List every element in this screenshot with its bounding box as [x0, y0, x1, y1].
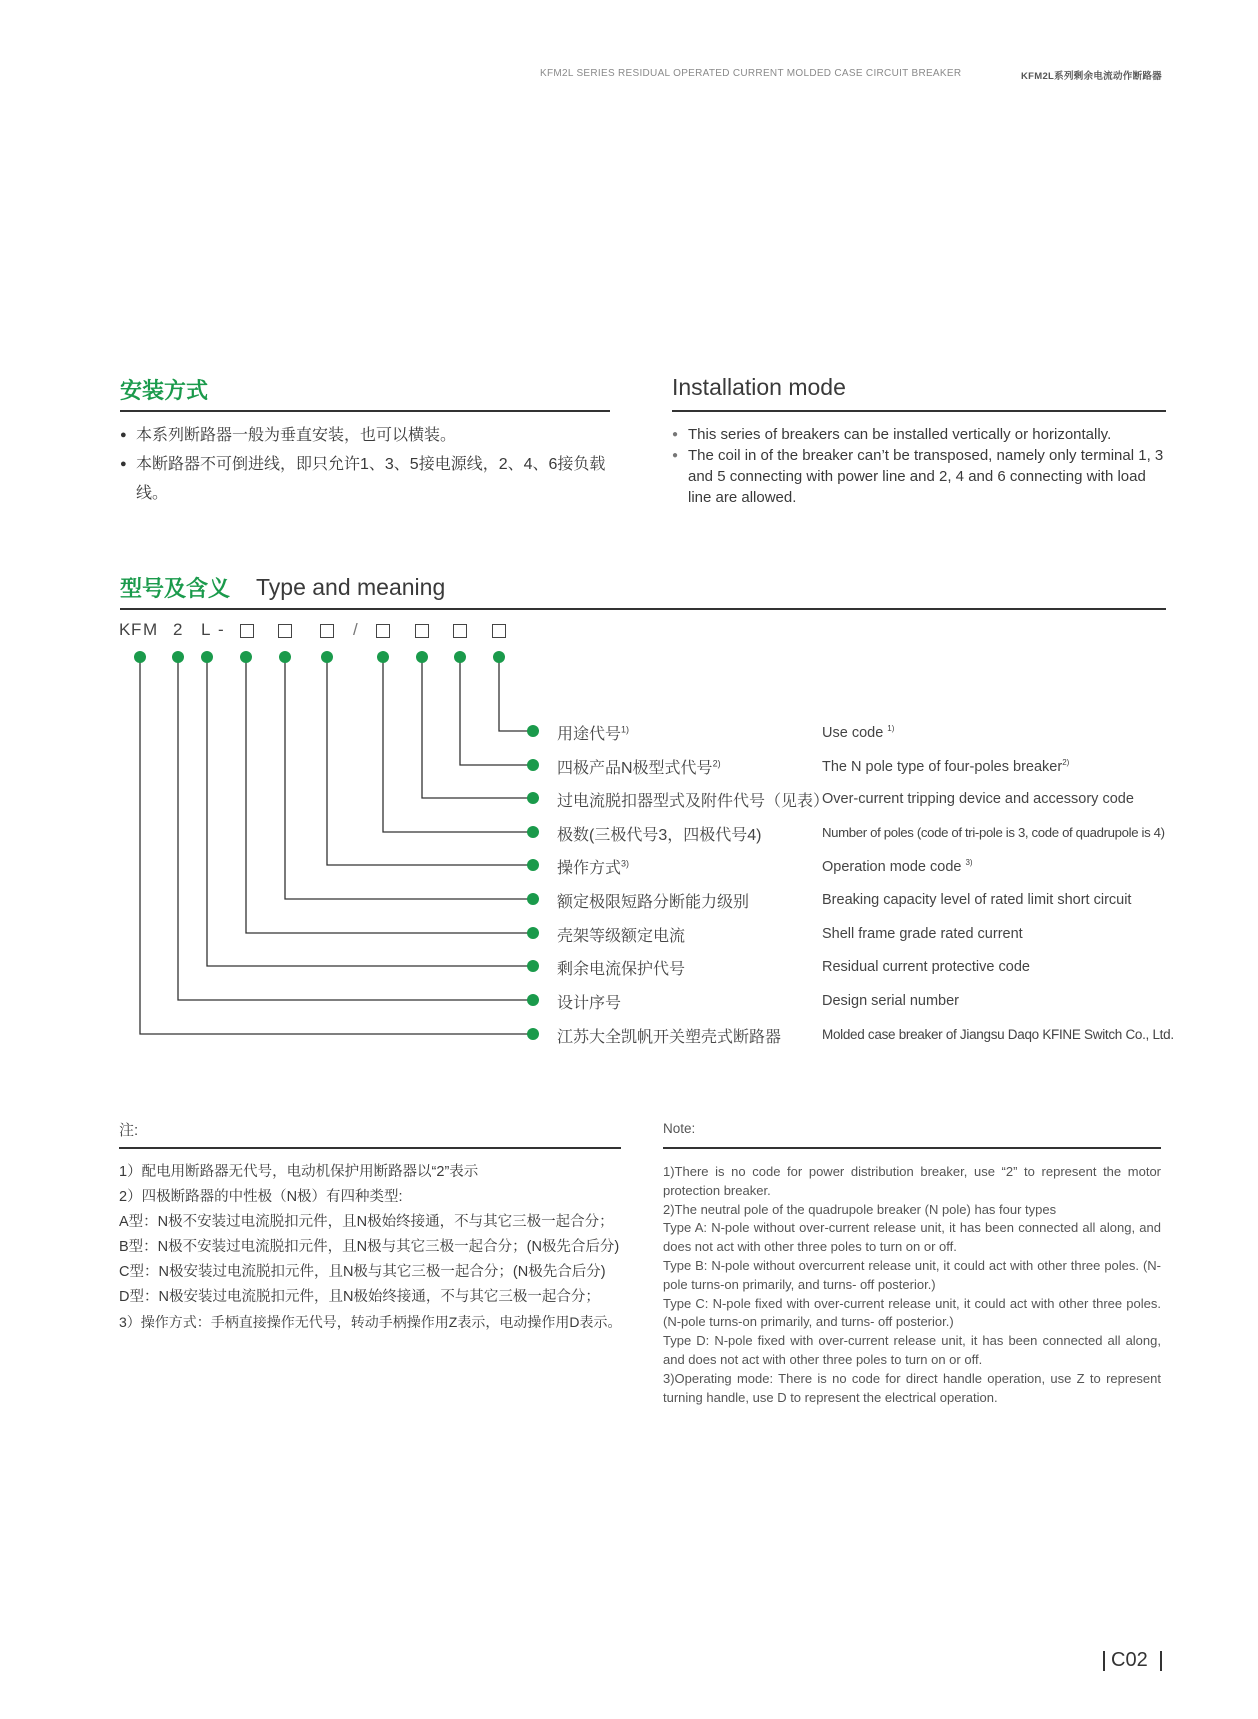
meaning-cn-sup: 1) [621, 724, 630, 735]
notes-title-en: Note: [663, 1121, 696, 1136]
meaning-en-text: Operation mode code [822, 858, 962, 875]
connector-line-breaking-capacity [285, 657, 533, 899]
meaning-cn-shell-frame: 壳架等级额定电流 [557, 928, 686, 945]
meaning-en-operation-mode [822, 858, 973, 875]
meaning-cn-text: 用途代号 [557, 726, 622, 743]
page-number-bar-left [1103, 1651, 1105, 1671]
code-char-dash: - [218, 620, 224, 639]
meaning-en-design-serial: Design serial number [822, 993, 960, 1009]
connector-line-manufacturer [140, 657, 533, 1034]
note-en-2: 2)The neutral pole of the quadrupole breaker (N pole) has four types [663, 1201, 1057, 1217]
code-char-m: M [143, 620, 158, 639]
meaning-cn-use-code [557, 721, 629, 744]
connector-line-use-code [499, 657, 533, 731]
meaning-en-sup: 1) [887, 724, 895, 733]
meaning-cn-sup: 3) [621, 858, 630, 869]
end-dot-6 [527, 893, 539, 905]
code-char-l: L [201, 620, 211, 639]
top-dot-3 [201, 651, 213, 663]
top-dot-6 [321, 651, 333, 663]
meaning-en-sup: 2) [1062, 758, 1070, 767]
note-cn-4: B型：N极不安装过电流脱扣元件，且N极与其它三极一起合分；(N极先合后分) [119, 1239, 620, 1255]
top-dot-5 [279, 651, 291, 663]
meaning-en-text: The N pole type of four-poles breaker [822, 758, 1063, 775]
meaning-en-shell-frame: Shell frame grade rated current [822, 926, 1023, 942]
top-dot-9 [454, 651, 466, 663]
code-char-f: F [131, 620, 142, 639]
note-cn-2: 2）四极断路器的中性极（N极）有四种类型: [119, 1189, 403, 1205]
meaning-cn-sup: 2) [712, 758, 721, 769]
meaning-cn-n-pole-type [557, 755, 721, 778]
end-dot-8 [527, 960, 539, 972]
notes-title-cn: 注: [119, 1122, 139, 1139]
meaning-en-text: Use code [822, 724, 884, 741]
meaning-en-use-code [822, 724, 894, 741]
meaning-cn-text: 操作方式 [557, 860, 622, 877]
meaning-cn-text: 四极产品N极型式代号 [557, 760, 713, 777]
header-series-cn: KFM2L系列剩余电流动作断路器 [1021, 71, 1162, 82]
end-dot-7 [527, 927, 539, 939]
note-en-5: Type C: N-pole fixed with over-current release unit, it could act with other three poles.(N-pole turns-on primarily, and turns- off posterior.) [663, 1295, 1161, 1330]
top-dot-4 [240, 651, 252, 663]
note-cn-6: D型：N极安装过电流脱扣元件，且N极始终接通，不与其它三极一起合分； [119, 1289, 600, 1305]
page-number-bar-right [1160, 1651, 1162, 1671]
type-meaning-title-cn: 型号及含义 [120, 576, 231, 601]
notes-list-cn [119, 1160, 639, 1335]
note-en-1: 1)There is no code for power distribution breaker, use “2” to represent the motor protection breaker. [663, 1164, 1161, 1198]
meaning-cn-residual-current: 剩余电流保护代号 [557, 961, 686, 978]
end-dot-3 [527, 792, 539, 804]
connector-line-design-serial [178, 657, 533, 1000]
code-char-2: 2 [173, 620, 183, 639]
installation-bullet-en-2: ● The coil in of the breaker can’t be transposed, namely only terminal 1, 3 and 5 connecting with power line and 2, 4 and 6 connecting with load line are allowed. [672, 445, 1166, 508]
installation-bullet-en-1: ● This series of breakers can be installed vertically or horizontally. [672, 424, 1166, 445]
end-dot-5 [527, 859, 539, 871]
note-cn-3: A型：N极不安装过电流脱扣元件，且N极始终接通，不与其它三极一起合分； [119, 1214, 614, 1230]
meaning-en-tripping-device: Over-current tripping device and accessory code [822, 791, 1134, 807]
installation-title-en: Installation mode [672, 374, 846, 400]
code-char-slash: / [353, 620, 358, 639]
meaning-cn-operation-mode [557, 855, 629, 878]
header-series-en: KFM2L SERIES RESIDUAL OPERATED CURRENT MOLDED CASE CIRCUIT BREAKER [540, 68, 962, 79]
note-en-3: Type A: N-pole without over-current release unit, it has been connected all along, and does not act with other three poles to turn on or off. [663, 1220, 1161, 1255]
note-cn-7: 3）操作方式：手柄直接操作无代号，转动手柄操作用Z表示，电动操作用D表示。 [119, 1314, 622, 1330]
notes-rule-en [663, 1147, 1161, 1149]
note-en-7: 3)Operating mode: There is no code for direct handle operation, use Z to represent turning handle, use D to represent the electrical operation. [663, 1370, 1161, 1405]
top-dot-7 [377, 651, 389, 663]
note-cn-1: 1）配电用断路器无代号，电动机保护用断路器以“2”表示 [119, 1164, 479, 1180]
note-cn-5: C型：N极安装过电流脱扣元件，且N极与其它三极一起合分；(N极先合后分) [119, 1264, 606, 1280]
note-en-4: Type B: N-pole without overcurrent release unit, it could act with other three poles. (N-pole turns-on primarily, and turns- off posterior.) [663, 1257, 1161, 1292]
connector-line-n-pole-type [460, 657, 533, 765]
end-dot-1 [527, 725, 539, 737]
end-dot-2 [527, 759, 539, 771]
end-dot-10 [527, 1028, 539, 1040]
meaning-cn-design-serial: 设计序号 [557, 995, 622, 1012]
connector-line-tripping-device [422, 657, 533, 798]
meaning-cn-tripping-device: 过电流脱扣器型式及附件代号（见表） [557, 793, 830, 810]
meaning-en-residual-current: Residual current protective code [822, 959, 1030, 975]
top-dot-10 [493, 651, 505, 663]
connector-line-operation-mode [327, 657, 533, 865]
note-en-6: Type D: N-pole fixed with over-current release unit, it has been connected all along, and does not act with other three poles to turn on or off. [663, 1333, 1161, 1367]
top-dot-8 [416, 651, 428, 663]
meaning-en-n-pole-type [822, 758, 1069, 775]
page-number: C02 [1111, 1649, 1148, 1671]
meaning-en-manufacturer: Molded case breaker of Jiangsu Daqo KFINE Switch Co., Ltd. [822, 1027, 1174, 1042]
top-dot-2 [172, 651, 184, 663]
meaning-en-poles: Number of poles (code of tri-pole is 3, code of quadrupole is 4) [822, 825, 1165, 840]
meaning-cn-poles: 极数(三极代号3，四极代号4) [557, 827, 762, 844]
meaning-cn-breaking-capacity: 额定极限短路分断能力级别 [557, 894, 750, 911]
installation-title-cn: 安装方式 [120, 378, 209, 403]
code-char-k: K [119, 620, 131, 639]
meaning-cn-manufacturer: 江苏大全凯帆开关塑壳式断路器 [557, 1029, 782, 1046]
notes-list-en [663, 1163, 1161, 1407]
type-meaning-title-en: Type and meaning [256, 574, 446, 600]
meaning-en-sup: 3) [965, 858, 973, 867]
notes-rule-cn [119, 1147, 621, 1149]
connector-line-residual-current [207, 657, 533, 966]
connector-line-shell-frame [246, 657, 533, 933]
connector-line-poles [383, 657, 533, 832]
top-dot-1 [134, 651, 146, 663]
installation-bullet-cn-2: ● 本断路器不可倒进线，即只允许1、3、5接电源线，2、4、6接负载线。 [120, 450, 616, 508]
end-dot-9 [527, 994, 539, 1006]
meaning-en-breaking-capacity: Breaking capacity level of rated limit short circuit [822, 892, 1132, 908]
end-dot-4 [527, 826, 539, 838]
installation-bullet-cn-1: ● 本系列断路器一般为垂直安装，也可以横装。 [120, 421, 620, 450]
